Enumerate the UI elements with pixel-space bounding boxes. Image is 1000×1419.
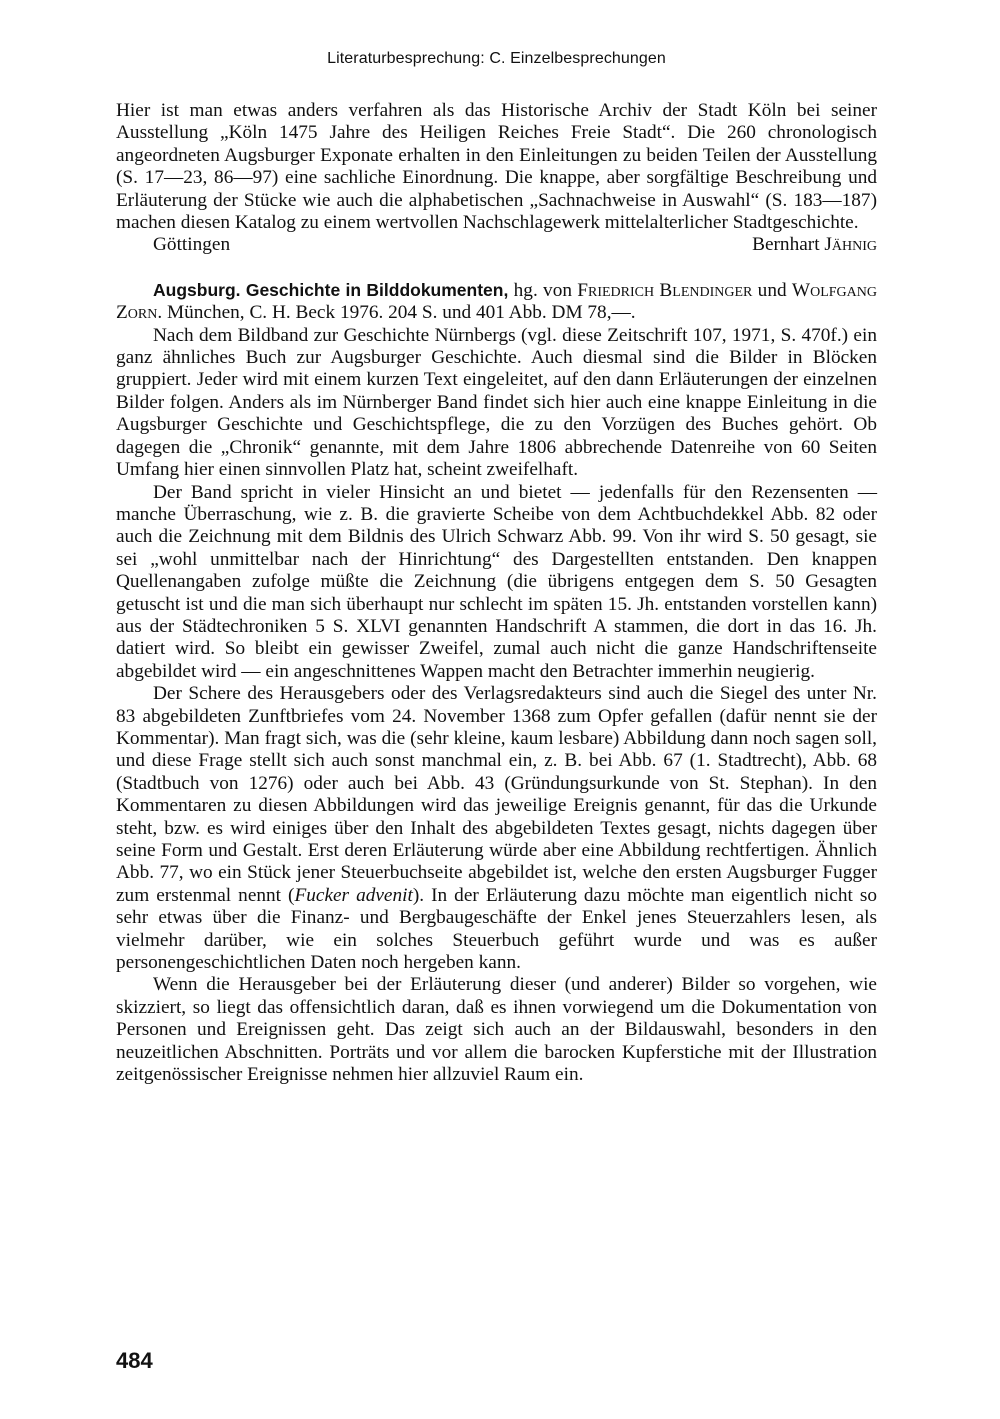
editor-1: Friedrich Blendinger [577, 279, 753, 301]
quote-fucker-advenit: Fucker advenit [294, 884, 413, 906]
running-head: Literaturbesprechung: C. Einzelbesprechungen [327, 50, 666, 67]
review1-reviewer-last: Jähnig [824, 234, 877, 256]
review1-signature [116, 234, 877, 256]
review2-paragraph-3-part-1: Der Schere des Herausgebers oder des Verlagsredakteurs sind auch die Siegel des unter Nr. 83 abgebildeten Zunftbriefes vom 24. November 1368 zum Opfer gefallen (dafür nennt sie der Kommentar). Man fragt sich, was die (sehr kleine, kaum lesbare) Abbildung dann noch sagen soll, und diese Frage stellt sich auch sonst manchmal ein, z. B. bei Abb. 67 (1. Stadtrecht), Abb. 68 (Stadtbuch von 1276) oder auch bei Abb. 43 (Gründungsurkunde von St. Stephan). In den Kommentaren zu diesen Abbildungen wird das jeweilige Ereignis genannt, für das die Urkunde steht, bzw. es wird einiges über den Inhalt des abgebildeten Textes gesagt, nichts dagegen über seine Form und Gestalt. Erst deren Erläuterung würde aber eine Abbildung rechtfertigen. Ähnlich Abb. 77, wo ein Stück jener Steuerbuchseite abgebildet ist, welche den ersten Augsburger Fugger zum erstenmal nennt ( [116, 683, 877, 906]
review1-place: Göttingen [153, 234, 231, 256]
review2-paragraph-1: Nach dem Bildband zur Geschichte Nürnbergs (vgl. diese Zeitschrift 107, 1971, S. 470f.) ein ganz ähnliches Buch zur Augsburger Geschichte. Auch diesmal sind die Bilder in Blöcken gruppiert. Jeder wird mit einem kurzen Text eingeleitet, auf den dann Erläuterungen der einzelnen Bilder folgen. Anders als im Nürnberger Band findet sich hier auch eine knappe Einleitung in die Augsburger Geschichte und Geschichtspflege, die zu den Vorzügen des Buches gehört. Ob dagegen die „Chronik“ genannte, mit dem Jahre 1806 abbrechende Datenreihe von 60 Seiten Umfang hier einen sinnvollen Platz hat, scheint zweifelhaft. [116, 324, 877, 481]
review1-reviewer-first: Bernhart [752, 234, 820, 256]
review2-bibliography [116, 279, 877, 325]
review2-paragraph-3 [116, 683, 877, 974]
document-page [116, 0, 877, 1419]
review2-paragraph-3-part-2: ). In der Erläuterung dazu möchte man eigentlich nicht so sehr etwas über die Finanz- und Bergbaugeschäfte der Enkel jenes Steuerzahlers lesen, als vielmehr darüber, wie ein solches Steuerbuch geführt wurde und was es außer personengeschichtlichen Daten noch hergeben kann. [116, 884, 877, 974]
body-text [116, 100, 877, 1086]
bib-und: und [757, 279, 787, 301]
review2-paragraph-2: Der Band spricht in vieler Hinsicht an und bietet — jedenfalls für den Rezensenten — manche Überraschung, wie z. B. die gravierte Scheibe von dem Achtbuchdekkel Abb. 82 oder auch die Zeichnung mit dem Bildnis des Ulrich Schwarz Abb. 99. Von ihr wird S. 50 gesagt, sie sei „wohl unmittelbar nach der Hinrichtung“ des Dargestellten entstanden. Den knappen Quellenangaben zufolge müßte die Zeichnung (die übrigens entgegen dem S. 50 Gesagten getuscht ist und die man sich überhaupt nur schlecht im späten 15. Jh. entstanden vorstellen kann) aus der Städtechroniken 5 S. XLVI genannten Handschrift A stammen, die dort in das 16. Jh. datiert wird. So bleibt ein gewisser Zweifel, zumal auch nicht die ganze Handschriftenseite abgebildet wird — ein angeschnittenes Wappen macht den Betrachter immerhin neugierig. [116, 481, 877, 682]
review1-paragraph: Hier ist man etwas anders verfahren als das Historische Archiv der Stadt Köln bei seiner Ausstellung „Köln 1475 Jahre des Heiligen Reiches Freie Stadt“. Die 260 chronologisch angeordneten Augsburger Exponate erhalten in den Einleitungen zu beiden Teilen der Ausstellung (S. 17—23, 86—97) eine sachliche Einordnung. Die knappe, aber sorgfältige Beschreibung und Erläuterung der Stücke wie auch die alphabetischen „Sachnachweise in Auswahl“ (S. 183—187) machen diesen Katalog zu einem wertvollen Nachschlagewerk mittelalterlicher Stadtgeschichte. [116, 100, 877, 234]
page-number: 484 [116, 1348, 153, 1373]
bib-publication: . München, C. H. Beck 1976. 204 S. und 401 Abb. DM 78,—. [157, 302, 636, 324]
review1-reviewer [752, 234, 877, 256]
review2-paragraph-4: Wenn die Herausgeber bei der Erläuterung dieser (und anderer) Bilder so vorgehen, wie skizziert, so liegt das offensichtlich daran, daß es ihnen vorwiegend um die Dokumentation von Personen und Ereignissen geht. Das zeigt sich auch an der Bildauswahl, besonders in den neuzeitlichen Abschnitten. Porträts und vor allem die barocken Kupferstiche mit der Illustration zeitgenössischer Ereignisse nehmen hier allzuviel Raum ein. [116, 974, 877, 1086]
editor-2: Wolfgang Zorn [116, 279, 877, 324]
review-separator [116, 257, 877, 279]
bib-hg: hg. von [513, 279, 572, 301]
book-title: Augsburg. Geschichte in Bilddokumenten, [153, 279, 509, 300]
